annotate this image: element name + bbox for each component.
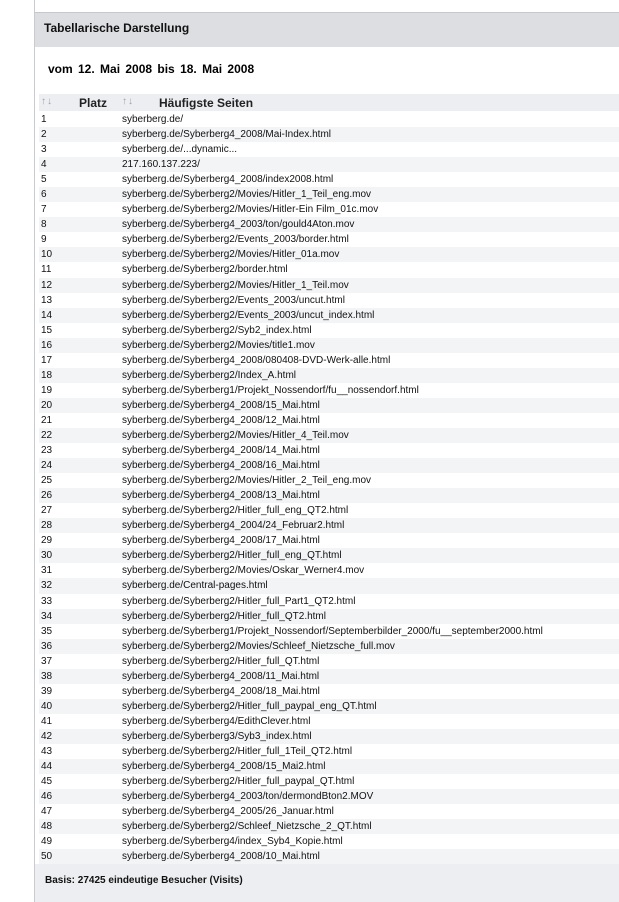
table-row xyxy=(39,804,619,819)
cell-platz: 8 xyxy=(41,219,47,231)
cell-seite: syberberg.de/Syberberg1/Projekt_Nossendorf/Septemberbilder_2000/fu__september2000.html xyxy=(122,625,543,637)
table-row xyxy=(39,744,619,759)
cell-seite: syberberg.de/Syberberg2/Movies/Oskar_Werner4.mov xyxy=(122,565,365,577)
table-row xyxy=(39,172,619,187)
table-row xyxy=(39,639,619,654)
cell-seite: syberberg.de/Syberberg4_2003/ton/dermondBton2.MOV xyxy=(122,791,374,803)
panel-header xyxy=(35,12,619,47)
table-row xyxy=(39,684,619,699)
table-row xyxy=(39,503,619,518)
cell-seite: syberberg.de/Syberberg2/Hitler_full_eng_QT.html xyxy=(122,550,342,562)
cell-platz: 7 xyxy=(41,204,47,216)
cell-seite: syberberg.de/Syberberg2/Movies/Hitler_01a.mov xyxy=(122,249,340,261)
table-row xyxy=(39,262,619,277)
cell-seite: syberberg.de/Syberberg4_2008/13_Mai.html xyxy=(122,490,320,502)
cell-platz: 47 xyxy=(41,806,53,818)
table-row xyxy=(39,413,619,428)
table-footer xyxy=(35,864,619,902)
cell-platz: 34 xyxy=(41,610,53,622)
cell-platz: 15 xyxy=(41,324,53,336)
column-header-platz[interactable]: Platz xyxy=(79,96,108,110)
cell-seite: syberberg.de/Syberberg4_2008/12_Mai.html xyxy=(122,414,320,426)
table-row xyxy=(39,278,619,293)
table-row xyxy=(39,247,619,262)
column-header-seiten[interactable]: Häufigste Seiten xyxy=(159,96,254,110)
cell-seite: syberberg.de/...dynamic... xyxy=(122,144,238,156)
cell-platz: 43 xyxy=(41,745,53,757)
table-row xyxy=(39,533,619,548)
table-row xyxy=(39,759,619,774)
cell-seite: syberberg.de/Syberberg2/Hitler_full_QT2.html xyxy=(122,610,326,622)
cell-platz: 40 xyxy=(41,700,53,712)
table-row xyxy=(39,729,619,744)
cell-platz: 18 xyxy=(41,369,53,381)
table-row xyxy=(39,669,619,684)
cell-platz: 26 xyxy=(41,490,53,502)
cell-seite: syberberg.de/Syberberg4_2008/18_Mai.html xyxy=(122,685,320,697)
cell-platz: 45 xyxy=(41,776,53,788)
cell-seite: syberberg.de/Syberberg4_2008/15_Mai2.html xyxy=(122,761,326,773)
date-range: vom 12. Mai 2008 bis 18. Mai 2008 xyxy=(48,62,255,76)
cell-platz: 25 xyxy=(41,475,53,487)
table-row xyxy=(39,127,619,142)
cell-platz: 22 xyxy=(41,429,53,441)
table-body xyxy=(39,112,619,864)
table-row xyxy=(39,699,619,714)
table-row xyxy=(39,338,619,353)
table-row xyxy=(39,654,619,669)
table-header xyxy=(39,94,619,111)
cell-platz: 27 xyxy=(41,505,53,517)
table-row xyxy=(39,187,619,202)
cell-seite: syberberg.de/Syberberg2/Movies/Hitler_2_Teil_eng.mov xyxy=(122,475,372,487)
table-row xyxy=(39,789,619,804)
cell-platz: 50 xyxy=(41,851,53,863)
cell-platz: 17 xyxy=(41,354,53,366)
sort-arrows-icon[interactable]: ↑↓ xyxy=(122,96,134,107)
table-row xyxy=(39,217,619,232)
cell-seite: syberberg.de/Syberberg4_2008/080408-DVD-Werk-alle.html xyxy=(122,354,391,366)
cell-platz: 28 xyxy=(41,520,53,532)
table-row xyxy=(39,594,619,609)
cell-seite: syberberg.de/Syberberg2/Hitler_full_eng_QT2.html xyxy=(122,505,349,517)
cell-seite: syberberg.de/Syberberg4_2003/ton/gould4Aton.mov xyxy=(122,219,355,231)
cell-platz: 24 xyxy=(41,460,53,472)
cell-platz: 29 xyxy=(41,535,53,547)
cell-seite: syberberg.de/Syberberg2/Movies/Hitler-Ein Film_01c.mov xyxy=(122,204,379,216)
table-row xyxy=(39,834,619,849)
table-row xyxy=(39,353,619,368)
cell-platz: 4 xyxy=(41,159,47,171)
cell-platz: 23 xyxy=(41,445,53,457)
cell-platz: 5 xyxy=(41,174,47,186)
cell-seite: 217.160.137.223/ xyxy=(122,159,200,171)
cell-seite: syberberg.de/Syberberg2/Movies/Schleef_Nietzsche_full.mov xyxy=(122,640,395,652)
cell-platz: 46 xyxy=(41,791,53,803)
table-row xyxy=(39,232,619,247)
cell-platz: 37 xyxy=(41,655,53,667)
cell-seite: syberberg.de/Syberberg4_2004/24_Februar2.html xyxy=(122,520,345,532)
table-row xyxy=(39,112,619,127)
cell-platz: 21 xyxy=(41,414,53,426)
cell-seite: syberberg.de/Syberberg2/Events_2003/uncut.html xyxy=(122,294,345,306)
cell-platz: 6 xyxy=(41,189,47,201)
table-row xyxy=(39,202,619,217)
cell-seite: syberberg.de/Syberberg2/Hitler_full_Part1_QT2.html xyxy=(122,595,356,607)
cell-seite: syberberg.de/ xyxy=(122,114,184,125)
cell-seite: syberberg.de/Syberberg2/Hitler_full_1Teil_QT2.html xyxy=(122,745,353,757)
cell-platz: 48 xyxy=(41,821,53,833)
cell-platz: 13 xyxy=(41,294,53,306)
table-row xyxy=(39,849,619,864)
cell-platz: 42 xyxy=(41,730,53,742)
cell-platz: 44 xyxy=(41,761,53,773)
cell-seite: syberberg.de/Syberberg4_2008/Mai-Index.html xyxy=(122,129,332,141)
table-row xyxy=(39,774,619,789)
cell-seite: syberberg.de/Syberberg4/EdithClever.html xyxy=(122,715,311,727)
cell-platz: 20 xyxy=(41,399,53,411)
table-row xyxy=(39,293,619,308)
cell-seite: syberberg.de/Syberberg4_2008/16_Mai.html xyxy=(122,460,320,472)
table-row xyxy=(39,563,619,578)
cell-seite: syberberg.de/Syberberg2/Movies/Hitler_1_Teil.mov xyxy=(122,279,349,291)
cell-seite: syberberg.de/Syberberg2/Hitler_full_QT.html xyxy=(122,655,320,667)
cell-platz: 11 xyxy=(41,264,52,276)
cell-platz: 14 xyxy=(41,309,53,321)
cell-seite: syberberg.de/Syberberg4_2008/10_Mai.html xyxy=(122,851,320,863)
table-row xyxy=(39,609,619,624)
cell-seite: syberberg.de/Syberberg2/Events_2003/uncut_index.html xyxy=(122,309,375,321)
cell-platz: 39 xyxy=(41,685,53,697)
cell-seite: syberberg.de/Syberberg2/Hitler_full_paypal_QT.html xyxy=(122,776,355,788)
cell-platz: 10 xyxy=(41,249,53,261)
cell-seite: syberberg.de/Syberberg2/Events_2003/border.html xyxy=(122,234,349,246)
cell-seite: syberberg.de/Syberberg4_2008/index2008.html xyxy=(122,174,334,186)
sort-arrows-icon[interactable]: ↑↓ xyxy=(41,96,53,107)
cell-platz: 32 xyxy=(41,580,53,592)
cell-seite: syberberg.de/Syberberg2/Schleef_Nietzsche_2_QT.html xyxy=(122,821,372,833)
cell-platz: 12 xyxy=(41,279,53,291)
cell-platz: 35 xyxy=(41,625,53,637)
statistics-panel xyxy=(34,0,619,902)
table-row xyxy=(39,624,619,639)
cell-platz: 2 xyxy=(41,129,47,141)
cell-platz: 3 xyxy=(41,144,47,156)
table-row xyxy=(39,383,619,398)
table-row xyxy=(39,548,619,563)
cell-seite: syberberg.de/Syberberg4_2008/17_Mai.html xyxy=(122,535,320,547)
cell-seite: syberberg.de/Syberberg2/Movies/Hitler_1_Teil_eng.mov xyxy=(122,189,372,201)
cell-platz: 1 xyxy=(41,114,47,125)
cell-seite: syberberg.de/Syberberg2/border.html xyxy=(122,264,288,276)
cell-platz: 19 xyxy=(41,384,53,396)
table-row xyxy=(39,458,619,473)
table-row xyxy=(39,443,619,458)
table-row xyxy=(39,323,619,338)
cell-seite: syberberg.de/Syberberg4_2008/15_Mai.html xyxy=(122,399,320,411)
cell-platz: 31 xyxy=(41,565,53,577)
table-row xyxy=(39,142,619,157)
table-row xyxy=(39,714,619,729)
cell-seite: syberberg.de/Syberberg2/Movies/Hitler_4_Teil.mov xyxy=(122,429,349,441)
cell-seite: syberberg.de/Syberberg2/Index_A.html xyxy=(122,369,296,381)
cell-platz: 33 xyxy=(41,595,53,607)
cell-platz: 38 xyxy=(41,670,53,682)
cell-seite: syberberg.de/Syberberg4_2008/11_Mai.html xyxy=(122,670,320,682)
cell-seite: syberberg.de/Syberberg3/Syb3_index.html xyxy=(122,730,312,742)
cell-seite: syberberg.de/Syberberg1/Projekt_Nossendorf/fu__nossendorf.html xyxy=(122,384,419,396)
cell-platz: 30 xyxy=(41,550,53,562)
cell-seite: syberberg.de/Syberberg2/Movies/title1.mov xyxy=(122,339,315,351)
panel-title: Tabellarische Darstellung xyxy=(44,21,190,35)
table-row xyxy=(39,578,619,593)
cell-seite: syberberg.de/Syberberg2/Syb2_index.html xyxy=(122,324,312,336)
cell-platz: 16 xyxy=(41,339,53,351)
cell-seite: syberberg.de/Syberberg4_2005/26_Januar.html xyxy=(122,806,334,818)
table-row xyxy=(39,398,619,413)
table-row xyxy=(39,368,619,383)
table-row xyxy=(39,428,619,443)
cell-seite: syberberg.de/Central-pages.html xyxy=(122,580,268,592)
cell-platz: 41 xyxy=(41,715,53,727)
cell-platz: 49 xyxy=(41,836,53,848)
cell-platz: 9 xyxy=(41,234,47,246)
cell-seite: syberberg.de/Syberberg4_2008/14_Mai.html xyxy=(122,445,320,457)
table-row xyxy=(39,518,619,533)
table-row xyxy=(39,819,619,834)
table-row xyxy=(39,157,619,172)
table-row xyxy=(39,488,619,503)
cell-seite: syberberg.de/Syberberg4/index_Syb4_Kopie.html xyxy=(122,836,343,848)
cell-seite: syberberg.de/Syberberg2/Hitler_full_paypal_eng_QT.html xyxy=(122,700,377,712)
table-row xyxy=(39,308,619,323)
table-row xyxy=(39,473,619,488)
footer-basis: Basis: 27425 eindeutige Besucher (Visits) xyxy=(45,875,243,886)
cell-platz: 36 xyxy=(41,640,53,652)
